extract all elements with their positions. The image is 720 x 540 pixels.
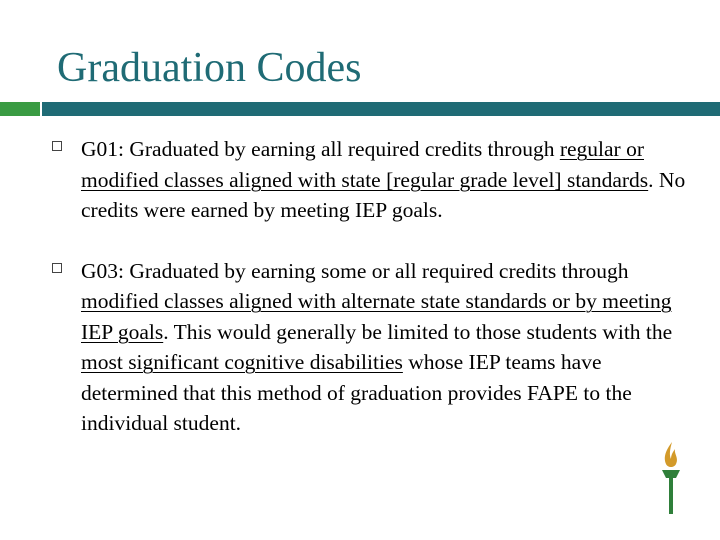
bullet-text xyxy=(81,134,690,226)
hollow-square-bullet-icon xyxy=(52,263,62,273)
bullet-text-underlined: most significant cognitive disabilities xyxy=(81,350,403,374)
bullet-text-part: whose IEP teams have determined that this method of graduation provides FAPE to the individual student. xyxy=(81,350,632,435)
torch-icon xyxy=(657,440,685,516)
bullet-text-part: . No credits were earned by meeting IEP goals. xyxy=(81,167,686,222)
bullet-text-underlined: regular or modified classes aligned with state [regular grade level] standards xyxy=(81,137,649,192)
torch-flame xyxy=(665,442,677,467)
slide-title: Graduation Codes xyxy=(57,45,362,91)
title-rule-accent xyxy=(0,102,40,116)
bullet-item-g03 xyxy=(50,256,690,439)
hollow-square-bullet-icon xyxy=(52,141,62,151)
bullet-text-part: G03: Graduated by earning some or all required credits through xyxy=(81,258,629,283)
bullet-text-part: G01: Graduated by earning all required credits through xyxy=(81,137,560,161)
bullet-list xyxy=(50,134,690,469)
bullet-text-part: . This would generally be limited to those students with the xyxy=(163,319,673,344)
torch-cup xyxy=(662,470,680,478)
torch-handle xyxy=(669,478,673,514)
title-rule xyxy=(42,102,720,116)
bullet-text-underlined: modified classes aligned with alternate state standards or by meeting IEP goals xyxy=(81,289,672,344)
bullet-text xyxy=(81,256,690,439)
bullet-item-g01 xyxy=(50,134,690,226)
